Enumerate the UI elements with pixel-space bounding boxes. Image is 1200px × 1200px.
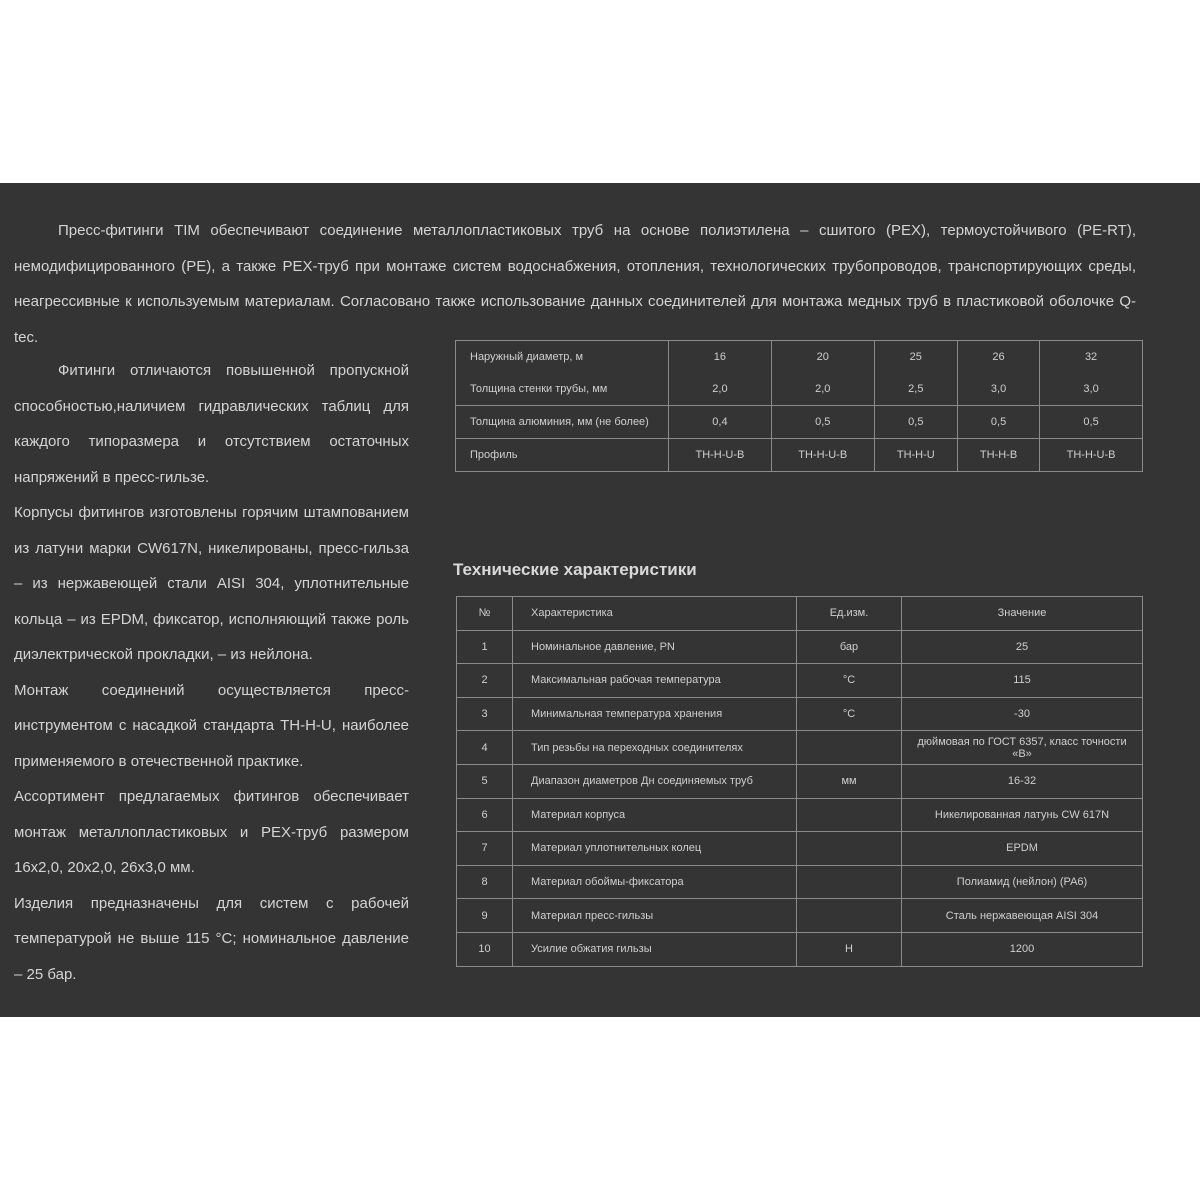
row-unit — [797, 899, 902, 933]
row-characteristic: Диапазон диаметров Дн соединяемых труб — [513, 764, 797, 798]
row-unit — [797, 798, 902, 832]
row-characteristic: Материал уплотнительных колец — [513, 832, 797, 866]
table-cell: 25 — [874, 341, 957, 374]
table-row — [456, 439, 1143, 472]
table-header-row — [457, 597, 1143, 631]
table-cell: 0,5 — [957, 406, 1039, 439]
spec-table — [456, 596, 1143, 967]
row-unit: Н — [797, 932, 902, 966]
table-cell: 0,5 — [874, 406, 957, 439]
table-cell: 16 — [669, 341, 772, 374]
row-value: Полиамид (нейлон) (PA6) — [902, 865, 1143, 899]
table-row — [457, 630, 1143, 664]
row-unit — [797, 832, 902, 866]
row-characteristic: Усилие обжатия гильзы — [513, 932, 797, 966]
table-cell: 2,5 — [874, 373, 957, 406]
table-row — [457, 798, 1143, 832]
row-value: -30 — [902, 697, 1143, 731]
table-row — [457, 865, 1143, 899]
table-cell: 20 — [771, 341, 874, 374]
column-header: Ед.изм. — [797, 597, 902, 631]
row-number: 7 — [457, 832, 513, 866]
table-row — [457, 832, 1143, 866]
row-value: 25 — [902, 630, 1143, 664]
table-cell: TH-H-U-B — [669, 439, 772, 472]
table-cell: 2,0 — [669, 373, 772, 406]
row-value: 16-32 — [902, 764, 1143, 798]
table-row — [456, 406, 1143, 439]
row-number: 4 — [457, 731, 513, 765]
table-row — [457, 899, 1143, 933]
column-header: Значение — [902, 597, 1143, 631]
row-characteristic: Материал пресс-гильзы — [513, 899, 797, 933]
table-cell: 0,5 — [771, 406, 874, 439]
content-panel — [0, 183, 1200, 1017]
column-header: № — [457, 597, 513, 631]
row-unit — [797, 865, 902, 899]
description-paragraph: Корпусы фитингов изготовлены горячим штампованием из латуни марки CW617N, никелированы, пресс-гильза – из нержавеющей стали AISI 304, уплотнительные кольца – из EPDM, фиксатор, исполняющий также роль диэлектрической прокладки, – из нейлона. — [14, 504, 409, 663]
row-unit: °С — [797, 664, 902, 698]
table-cell: 3,0 — [1040, 373, 1143, 406]
row-value: дюймовая по ГОСТ 6357, класс точности «B» — [902, 731, 1143, 765]
row-value: Никелированная латунь CW 617N — [902, 798, 1143, 832]
row-number: 3 — [457, 697, 513, 731]
table-cell: TH-H-U-B — [771, 439, 874, 472]
size-table — [455, 340, 1143, 472]
description-column — [14, 353, 409, 992]
row-characteristic: Максимальная рабочая температура — [513, 664, 797, 698]
row-value: Сталь нержавеющая AISI 304 — [902, 899, 1143, 933]
description-paragraph: Ассортимент предлагаемых фитингов обеспечивает монтаж металлопластиковых и PEX-труб размером 16x2,0, 20x2,0, 26x3,0 мм. — [14, 788, 409, 876]
row-characteristic: Тип резьбы на переходных соединителях — [513, 731, 797, 765]
table-cell-label: Профиль — [456, 439, 669, 472]
intro-paragraph: Пресс-фитинги TIM обеспечивают соединение металлопластиковых труб на основе полиэтилена – сшитого (PEX), термоустойчивого (PE-RT), немодифицированного (PE), а также PEX-труб при монтаже систем водоснабжения, отопления, технологических трубопроводов, транспортирующих среды, неагрессивные к используемым материалам. Согласовано также использование данных соединителей для монтажа медных труб в пластиковой оболочке Q-tec. — [14, 222, 1136, 346]
table-row — [457, 731, 1143, 765]
description-paragraph: Фитинги отличаются повышенной пропускной способностью,наличием гидравлических таблиц для каждого типоразмера и отсутствием остаточных напряжений в пресс-гильзе. — [14, 362, 409, 486]
row-value: EPDM — [902, 832, 1143, 866]
row-number: 2 — [457, 664, 513, 698]
table-cell: 26 — [957, 341, 1039, 374]
table-row — [456, 341, 1143, 374]
row-value: 115 — [902, 664, 1143, 698]
table-cell: 3,0 — [957, 373, 1039, 406]
table-cell: TH-H-U-B — [1040, 439, 1143, 472]
intro-text — [14, 213, 1136, 355]
row-number: 6 — [457, 798, 513, 832]
description-paragraph: Монтаж соединений осуществляется пресс-инструментом с насадкой стандарта TH-H-U, наиболее применяемого в отечественной практике. — [14, 681, 409, 770]
table-row — [457, 697, 1143, 731]
row-number: 5 — [457, 764, 513, 798]
row-characteristic: Минимальная температура хранения — [513, 697, 797, 731]
table-cell: 0,5 — [1040, 406, 1143, 439]
row-unit: мм — [797, 764, 902, 798]
row-number: 8 — [457, 865, 513, 899]
table-cell: TH-H-U — [874, 439, 957, 472]
row-number: 10 — [457, 932, 513, 966]
row-number: 1 — [457, 630, 513, 664]
row-characteristic: Материал корпуса — [513, 798, 797, 832]
row-characteristic: Номинальное давление, PN — [513, 630, 797, 664]
description-paragraph: Изделия предназначены для систем с рабочей температурой не выше 115 °С; номинальное давление – 25 бар. — [14, 894, 409, 983]
table-cell: 2,0 — [771, 373, 874, 406]
table-row — [456, 373, 1143, 406]
row-characteristic: Материал обоймы-фиксатора — [513, 865, 797, 899]
table-cell-label: Толщина алюминия, мм (не более) — [456, 406, 669, 439]
table-row — [457, 932, 1143, 966]
row-unit: °С — [797, 697, 902, 731]
spec-title: Технические характеристики — [453, 560, 697, 579]
table-row — [457, 764, 1143, 798]
table-row — [457, 664, 1143, 698]
table-cell: 32 — [1040, 341, 1143, 374]
table-cell-label: Наружный диаметр, м — [456, 341, 669, 374]
row-unit — [797, 731, 902, 765]
row-unit: бар — [797, 630, 902, 664]
table-cell-label: Толщина стенки трубы, мм — [456, 373, 669, 406]
row-value: 1200 — [902, 932, 1143, 966]
table-cell: 0,4 — [669, 406, 772, 439]
column-header: Характеристика — [513, 597, 797, 631]
table-cell: TH-H-B — [957, 439, 1039, 472]
row-number: 9 — [457, 899, 513, 933]
